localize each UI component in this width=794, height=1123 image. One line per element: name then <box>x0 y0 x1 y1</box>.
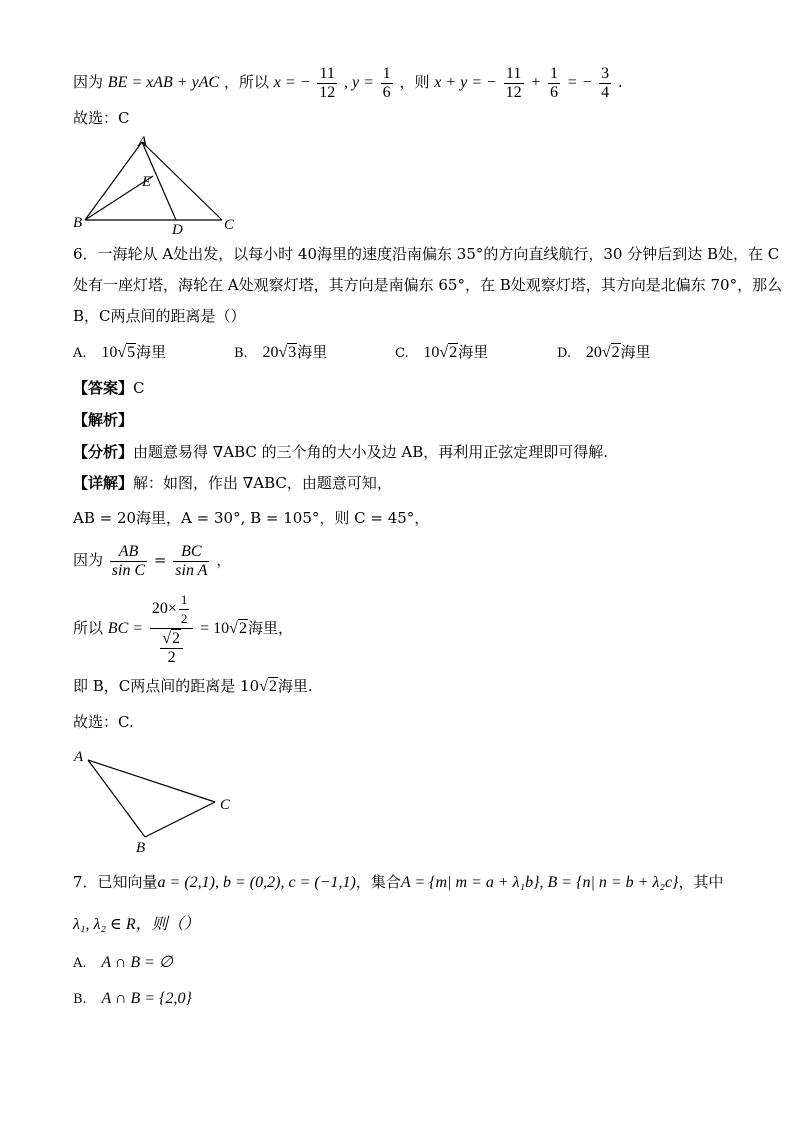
xiangjie-label: 【详解】 <box>73 474 134 492</box>
half-fraction <box>179 591 190 628</box>
option-value: 10√2 <box>423 344 458 361</box>
sine-rule-line <box>73 540 231 580</box>
q6-line-3: B，C两点间的距离是（） <box>73 307 246 325</box>
q7-set-intro: ，集合 <box>355 873 401 891</box>
fraction-x <box>317 65 337 102</box>
q7-where: ，其中 <box>678 873 724 891</box>
frac-den: 4 <box>601 83 610 101</box>
x-expr: x = − <box>273 74 311 91</box>
frac-den: sin C <box>111 561 146 579</box>
unit: 海里 <box>136 343 167 361</box>
option-value: 20√2 <box>585 344 620 361</box>
analysis-tag <box>73 410 133 430</box>
edge-AB <box>88 760 145 837</box>
fenxi-text: 由题意易得 ∇ABC 的三个角的大小及边 AB，再利用正弦定理即可得解. <box>133 443 609 461</box>
text-because: 因为 <box>73 551 104 569</box>
sum-expr: x + y = − <box>434 74 497 91</box>
option-b <box>234 342 327 364</box>
answer-tag: 【答案】 <box>73 379 134 397</box>
unit: 海里 <box>458 343 489 361</box>
radicand: 2 <box>238 620 247 637</box>
bc-denominator <box>150 629 194 667</box>
triangle-figure-1 <box>70 134 250 234</box>
period: . <box>617 73 623 91</box>
y-expr: , y = <box>343 74 374 91</box>
fraction-s1 <box>504 65 524 102</box>
fraction-ab-sinc <box>110 543 147 580</box>
radicand: 2 <box>268 678 277 695</box>
comma: ， <box>216 551 232 569</box>
frac-num: 11 <box>504 65 524 84</box>
label-B: B <box>136 840 146 856</box>
sqrt2-over-2: $\frac{√2}{2}$ <box>160 629 183 667</box>
fraction-bc <box>150 591 194 667</box>
conclusion-line: 即 B，C两点间的距离是 10√2海里. <box>73 677 313 695</box>
fraction-y <box>381 65 393 102</box>
frac-num: 1 <box>382 64 391 82</box>
label-B: B <box>73 215 83 231</box>
q7-option-b <box>73 988 192 1010</box>
twenty-times: 20× <box>151 600 177 618</box>
coef: 20 <box>585 344 602 361</box>
bc-numerator <box>150 591 194 629</box>
label-A: A <box>138 134 148 150</box>
q6-line-2: 处有一座灯塔，海轮在 A处观察灯塔，其方向是南偏东 65°，在 B处观察灯塔，其方向是北偏东 70°，那么 <box>73 276 783 294</box>
result-coef: = 10 <box>200 620 230 637</box>
label-C: C <box>220 797 231 813</box>
option-letter: C. <box>395 346 409 361</box>
radicand: 2 <box>171 630 180 647</box>
frac-num: 3 <box>601 64 610 82</box>
bc-eq: BC = <box>107 620 144 637</box>
coef: 10 <box>423 344 440 361</box>
frac-den: 12 <box>319 83 336 101</box>
frac-num: BC <box>173 543 209 562</box>
coef: 10 <box>101 344 118 361</box>
fraction-result <box>599 65 611 102</box>
text-because: 因为 <box>73 73 104 91</box>
radicand: 2 <box>449 344 458 361</box>
answer-section <box>73 378 145 398</box>
text-so: ，所以 <box>223 73 269 91</box>
q7-option-a <box>73 952 173 974</box>
vector-equation: BE = xAB + yAC <box>107 74 220 91</box>
q6-line-1: 6．一海轮从 A处出发，以每小时 40海里的速度沿南偏东 35°的方向直线航行，30 分钟后到达 B处，在 C <box>73 245 780 263</box>
q7-lambda: λ₁, λ₂ ∈ R，则（） <box>73 916 200 933</box>
text-then: ，则 <box>399 73 430 91</box>
radicand: 5 <box>127 344 136 361</box>
fenxi-line <box>73 442 608 462</box>
fraction-s2 <box>548 65 560 102</box>
frac-num: AB <box>110 543 147 562</box>
fenxi-label: 【分析】 <box>73 443 134 461</box>
equals-neg: = − <box>566 74 593 91</box>
label-D: D <box>172 222 183 234</box>
answer-line-2: 故选：C. <box>73 713 134 731</box>
answer-line-1: 故选：C <box>73 109 130 127</box>
given-line: AB = 20海里，A = 30°, B = 105°，则 C = 45°， <box>73 509 430 527</box>
option-letter: D. <box>557 346 572 361</box>
q7-line-2 <box>73 914 200 935</box>
option-letter: A. <box>73 346 87 361</box>
bc-line: 所以 BC = 20× $\frac{1}{2}$ $\frac{√2}{2}$ = 10√2海里， <box>73 592 293 666</box>
frac-den: 6 <box>382 83 391 101</box>
radicand: 2 <box>611 344 620 361</box>
option-value: 20√3 <box>262 344 297 361</box>
triangle-figure-2 <box>70 744 250 856</box>
q7-vectors: a = (2,1), b = (0,2), c = (−1,1) <box>157 874 356 891</box>
edge-AC <box>142 142 222 220</box>
answer-value: C <box>133 379 145 397</box>
frac-num: 1 <box>549 64 558 82</box>
solution-line-1 <box>73 62 623 102</box>
equals: = <box>153 551 167 569</box>
xiangjie-text: 解：如图，作出 ∇ABC，由题意可知， <box>133 474 392 492</box>
frac-den: 2 <box>167 649 176 666</box>
text-so: 所以 <box>73 619 104 637</box>
conclusion-end: 海里. <box>277 677 313 695</box>
option-value: 10√5 <box>101 344 136 361</box>
frac-den: sin A <box>175 561 208 579</box>
fraction-bc-sina <box>173 543 209 580</box>
option-c <box>395 342 488 364</box>
label-A: A <box>74 749 84 765</box>
unit: 海里 <box>297 343 328 361</box>
analysis-label: 【解析】 <box>73 411 134 429</box>
coef: 20 <box>262 344 279 361</box>
option-letter: B. <box>73 992 87 1007</box>
radicand: 3 <box>288 344 297 361</box>
plus-sign: + <box>530 74 542 91</box>
option-text: A ∩ B = {2,0} <box>101 990 192 1007</box>
frac-num: 11 <box>317 65 337 84</box>
q7-line-1 <box>73 872 723 893</box>
xiangjie-line <box>73 473 392 493</box>
frac-den: 2 <box>180 611 188 626</box>
q7-sets: A = {m| m = a + λ₁b}, B = {n| n = b + λ₂c} <box>400 874 679 891</box>
frac-den: 12 <box>505 83 522 101</box>
edge-AB <box>85 142 142 220</box>
frac-den: 6 <box>549 83 558 101</box>
option-d <box>557 342 651 364</box>
label-C: C <box>224 217 235 233</box>
edge-BC <box>145 802 215 837</box>
option-letter: A. <box>73 956 87 971</box>
option-a <box>73 342 166 364</box>
edge-AC <box>88 760 215 802</box>
q7-intro: 7．已知向量 <box>73 873 158 891</box>
frac-num: 1 <box>179 591 190 610</box>
option-text: A ∩ B = ∅ <box>101 954 173 971</box>
option-letter: B. <box>234 346 248 361</box>
conclusion-text: 即 B，C两点间的距离是 10 <box>73 677 260 695</box>
unit: 海里 <box>620 343 651 361</box>
label-E: E <box>142 174 152 190</box>
unit: 海里， <box>247 619 293 637</box>
